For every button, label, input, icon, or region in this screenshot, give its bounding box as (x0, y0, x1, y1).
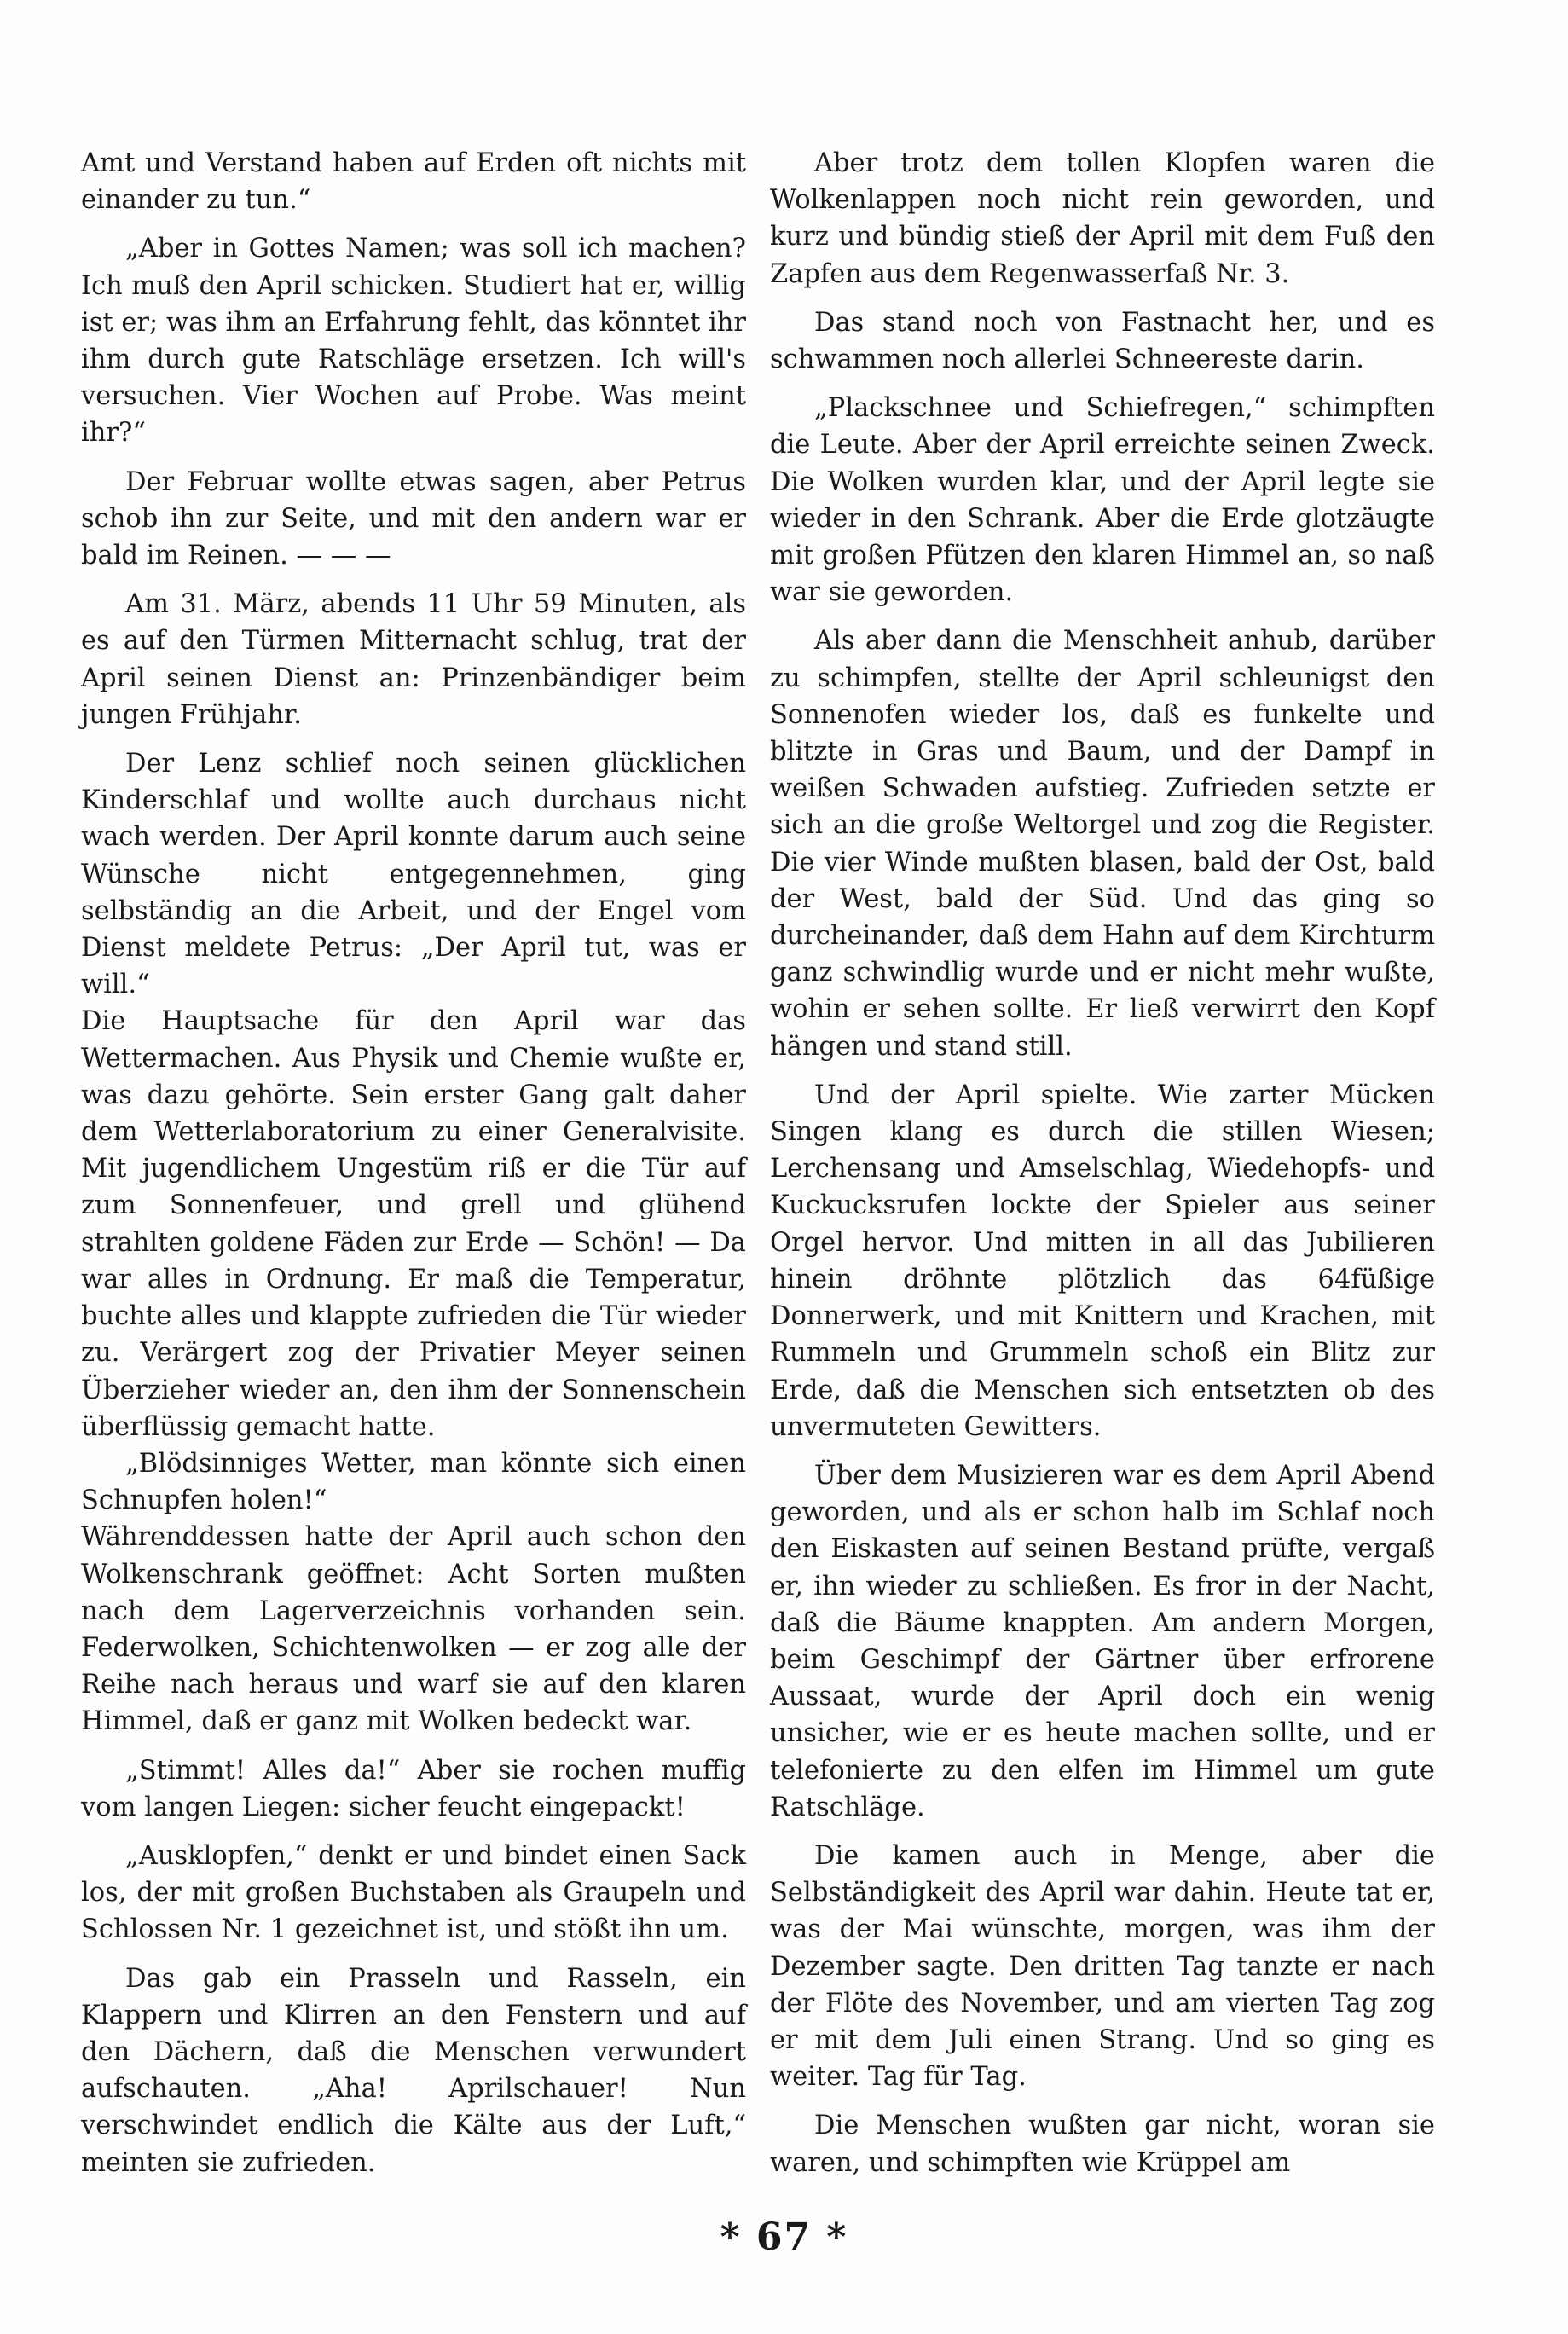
paragraph-left-3: Der Februar wollte etwas sagen, aber Petrus schob ihn zur Seite, und mit den andern war er bald im Reinen. — — — (81, 466, 746, 571)
paragraph-left-7: „Blödsinniges Wetter, man könnte sich einen Schnupfen holen!“ (81, 1448, 746, 1516)
paragraph-right-8: Die Menschen wußten gar nicht, woran sie waren, und schimpften wie Krüppel am (770, 2111, 1435, 2178)
page-number: * 67 * (720, 2215, 848, 2259)
paragraph-left-1: Amt und Verstand haben auf Erden oft nichts mit einander zu tun.“ (81, 148, 746, 216)
paragraph-left-4: Am 31. März, abends 11 Uhr 59 Minuten, als es auf den Türmen Mitternacht schlug, trat der April seinen Dienst an: Prinzenbändiger beim jungen Frühjahr. (81, 589, 746, 730)
paragraph-right-2: Das stand noch von Fastnacht her, und es schwammen noch allerlei Schneereste darin. (770, 307, 1435, 375)
paragraph-right-1: Aber trotz dem tollen Klopfen waren die Wolkenlappen noch nicht rein geworden, und kurz und bündig stieß der April mit dem Fuß den Zapfen aus dem Regenwasserfaß Nr. 3. (770, 148, 1435, 289)
paragraph-left-6: Die Hauptsache für den April war das Wettermachen. Aus Physik und Chemie wußte er, was dazu gehörte. Sein erster Gang galt daher dem Wetterlaboratorium zu einer Generalvisite. Mit jugendlichem Ungestüm riß er die Tür auf zum Sonnenfeuer, und grell und glühend strahlten goldene Fäden zur Erde — Schön! — Da war alles in Ordnung. Er maß die Temperatur, buchte alles und klappte zufrieden die Tür wieder zu. Verärgert zog der Privatier Meyer seinen Überzieher wieder an, den ihm der Sonnenschein überflüssig gemacht hatte. (81, 1006, 746, 1442)
paragraph-right-5: Und der April spielte. Wie zarter Mücken Singen klang es durch die stillen Wiesen; Lerchensang und Amselschlag, Wiedehopfs- und Kuckucksrufen lockte der Spieler aus seiner Orgel hervor. Und mitten in all das Jubilieren hinein dröhnte plötzlich das 64füßige Donnerwerk, und mit Knittern und Krachen, mit Rummeln und Grummeln schoß ein Blitz zur Erde, daß die Menschen sich entsetzten ob des unvermuteten Gewitters. (770, 1080, 1435, 1442)
paragraph-right-4: Als aber dann die Menschheit anhub, darüber zu schimpfen, stellte der April schleunigst den Sonnenofen wieder los, daß es funkelte und blitzte in Gras und Baum, und der Dampf in weißen Schwaden aufstieg. Zufrieden setzte er sich an die große Weltorgel und zog die Register. Die vier Winde mußten blasen, bald der Ost, bald der West, bald der Süd. Und das ging so durcheinander, daß dem Hahn auf dem Kirchturm ganz schwindlig wurde und er nicht mehr wußte, wohin er sehen sollte. Er ließ verwirrt den Kopf hängen und stand still. (770, 626, 1435, 1062)
paragraph-left-10: „Ausklopfen,“ denkt er und bindet einen Sack los, der mit großen Buchstaben als Graupeln und Schlossen Nr. 1 gezeichnet ist, und stößt ihn um. (81, 1840, 746, 1945)
right-text-column (770, 145, 1435, 2193)
paragraph-right-3: „Plackschnee und Schiefregen,“ schimpften die Leute. Aber der April erreichte seinen Zweck. Die Wolken wurden klar, und der April legte sie wieder in den Schrank. Aber die Erde glotzäugte mit großen Pfützen den klaren Himmel an, so naß war sie geworden. (770, 393, 1435, 608)
paragraph-left-2: „Aber in Gottes Namen; was soll ich machen? Ich muß den April schicken. Studiert hat er, willig ist er; was ihm an Erfahrung fehlt, das könntet ihr ihm durch gute Ratschläge ersetzen. Ich will's versuchen. Vier Wochen auf Probe. Was meint ihr?“ (81, 234, 746, 449)
paragraph-right-6: Über dem Musizieren war es dem April Abend geworden, und als er schon halb im Schlaf noch den Eiskasten auf seinen Bestand prüfte, vergaß er, ihn wieder zu schließen. Es fror in der Nacht, daß die Bäume knappten. Am andern Morgen, beim Geschimpf der Gärtner über erfrorene Aussaat, wurde der April doch ein wenig unsicher, wie er es heute machen sollte, und er telefonierte zu den elfen im Himmel um gute Ratschläge. (770, 1460, 1435, 1822)
paragraph-left-5: Der Lenz schlief noch seinen glücklichen Kinderschlaf und wollte auch durchaus nicht wach werden. Der April konnte darum auch seine Wünsche nicht entgegennehmen, ging selbständig an die Arbeit, und der Engel vom Dienst meldete Petrus: „Der April tut, was er will.“ (81, 749, 746, 1000)
paragraph-left-8: Währenddessen hatte der April auch schon den Wolkenschrank geöffnet: Acht Sorten mußten nach dem Lagerverzeichnis vorhanden sein. Federwolken, Schichtenwolken — er zog alle der Reihe nach heraus und warf sie auf den klaren Himmel, daß er ganz mit Wolken bedeckt war. (81, 1522, 746, 1737)
paragraph-left-9: „Stimmt! Alles da!“ Aber sie rochen muffig vom langen Liegen: sicher feucht eingepackt! (81, 1755, 746, 1822)
left-text-column (81, 145, 746, 2193)
paragraph-right-7: Die kamen auch in Menge, aber die Selbständigkeit des April war dahin. Heute tat er, was der Mai wünschte, morgen, was ihm der Dezember sagte. Den dritten Tag tanzte er nach der Flöte des November, und am vierten Tag zog er mit dem Juli einen Strang. Und so ging es weiter. Tag für Tag. (770, 1840, 1435, 2093)
paragraph-left-11: Das gab ein Prasseln und Rasseln, ein Klappern und Klirren an den Fenstern und auf den Dächern, daß die Menschen verwundert aufschauten. „Aha! Aprilschauer! Nun verschwindet endlich die Kälte aus der Luft,“ meinten sie zufrieden. (81, 1963, 746, 2178)
